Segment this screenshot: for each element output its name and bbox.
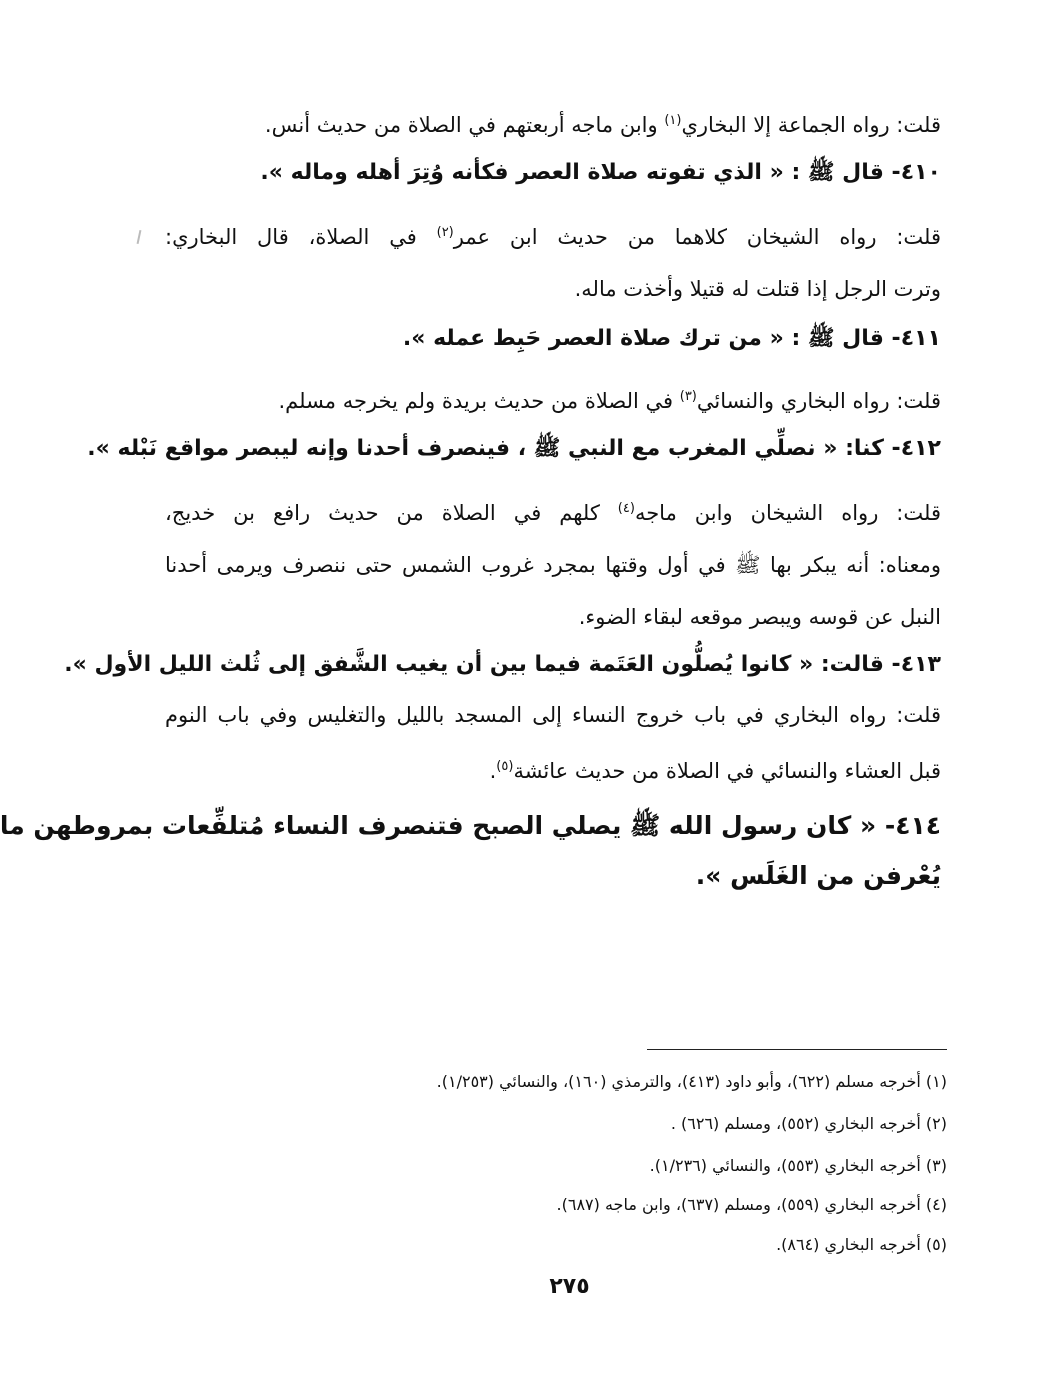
comment-text: قلت: رواه الشيخان وابن ماجه	[634, 501, 941, 525]
footnote-2: (٢) أخرجه البخاري (٥٥٢)، ومسلم (٦٢٦) .	[670, 1114, 947, 1133]
comment-line-5	[165, 497, 941, 529]
comment-text: وابن ماجه أربعتهم في الصلاة من حديث أنس.	[264, 113, 665, 137]
comment-line-3: وترت الرجل إذا قتلت له قتيلا وأخذت ماله.	[574, 277, 941, 301]
hadith-412: ٤١٢- كنا: « نصلِّي المغرب مع النبي ﷺ ، فينصرف أحدنا وإنه ليبصر مواقع نَبْله ».	[87, 436, 941, 461]
comment-line-1	[165, 109, 941, 141]
footnote-4: (٤) أخرجه البخاري (٥٥٩)، ومسلم (٦٣٧)، وابن ماجه (٦٨٧).	[556, 1195, 947, 1214]
comment-line-8: قلت: رواه البخاري في باب خروج النساء إلى المسجد بالليل والتغليس وفي باب النوم	[165, 703, 941, 727]
footnote-marker: (٢)	[436, 225, 454, 240]
comment-line-6: ومعناه: أنه يبكر بها ﷺ في أول وقتها بمجرد غروب الشمس حتى ننصرف ويرمى أحدنا	[165, 553, 941, 577]
comment-line-2	[165, 221, 941, 253]
footnote-marker: (٣)	[679, 389, 697, 404]
comment-line-7: النبل عن قوسه ويبصر موقعه لبقاء الضوء.	[578, 605, 941, 629]
comment-text: قلت: رواه الشيخان كلاهما من حديث ابن عمر	[453, 225, 942, 249]
hadith-410: ٤١٠- قال ﷺ : « الذي تفوته صلاة العصر فكأنه وُتِرَ أهله وماله ».	[260, 160, 941, 185]
comment-text: كلهم في الصلاة من حديث رافع بن خديج،	[165, 501, 618, 525]
page-number: ٢٧٥	[549, 1274, 590, 1299]
comment-text: قلت: رواه البخاري والنسائي	[696, 389, 941, 413]
footnote-divider	[647, 1049, 947, 1050]
footnote-marker: (٥)	[496, 759, 514, 774]
comment-text: .	[489, 759, 497, 783]
hadith-414: ٤١٤- « كان رسول الله ﷺ يصلي الصبح فتنصرف النساء مُتلفِّعات بمروطهن ما	[0, 811, 941, 840]
hadith-414-end: يُعْرفن من الغَلَس ».	[695, 861, 941, 890]
comment-text: في الصلاة، قال البخاري:	[165, 225, 437, 249]
footnote-1: (١) أخرجه مسلم (٦٢٢)، وأبو داود (٤١٣)، والترمذي (١٦٠)، والنسائي (١/٢٥٣).	[436, 1072, 947, 1091]
footnote-3: (٣) أخرجه البخاري (٥٥٣)، والنسائي (١/٢٣٦).	[649, 1156, 947, 1175]
footnote-marker: (١)	[664, 113, 682, 128]
comment-line-4	[165, 385, 941, 417]
comment-text: في الصلاة من حديث بريدة ولم يخرجه مسلم.	[278, 389, 680, 413]
comment-text: قلت: رواه الجماعة إلا البخاري	[681, 113, 941, 137]
footnote-5: (٥) أخرجه البخاري (٨٦٤).	[776, 1235, 947, 1254]
hadith-411: ٤١١- قال ﷺ : « من ترك صلاة العصر حَبِط عمله ».	[402, 326, 941, 351]
comment-line-9	[165, 755, 941, 787]
hadith-413: ٤١٣- قالت: « كانوا يُصلُّون العَتَمة فيما بين أن يغيب الشَّفق إلى ثُلث الليل الأول ».	[64, 652, 941, 677]
margin-mark	[137, 230, 142, 244]
footnote-marker: (٤)	[617, 501, 635, 516]
comment-text: قبل العشاء والنسائي في الصلاة من حديث عائشة	[513, 759, 941, 783]
